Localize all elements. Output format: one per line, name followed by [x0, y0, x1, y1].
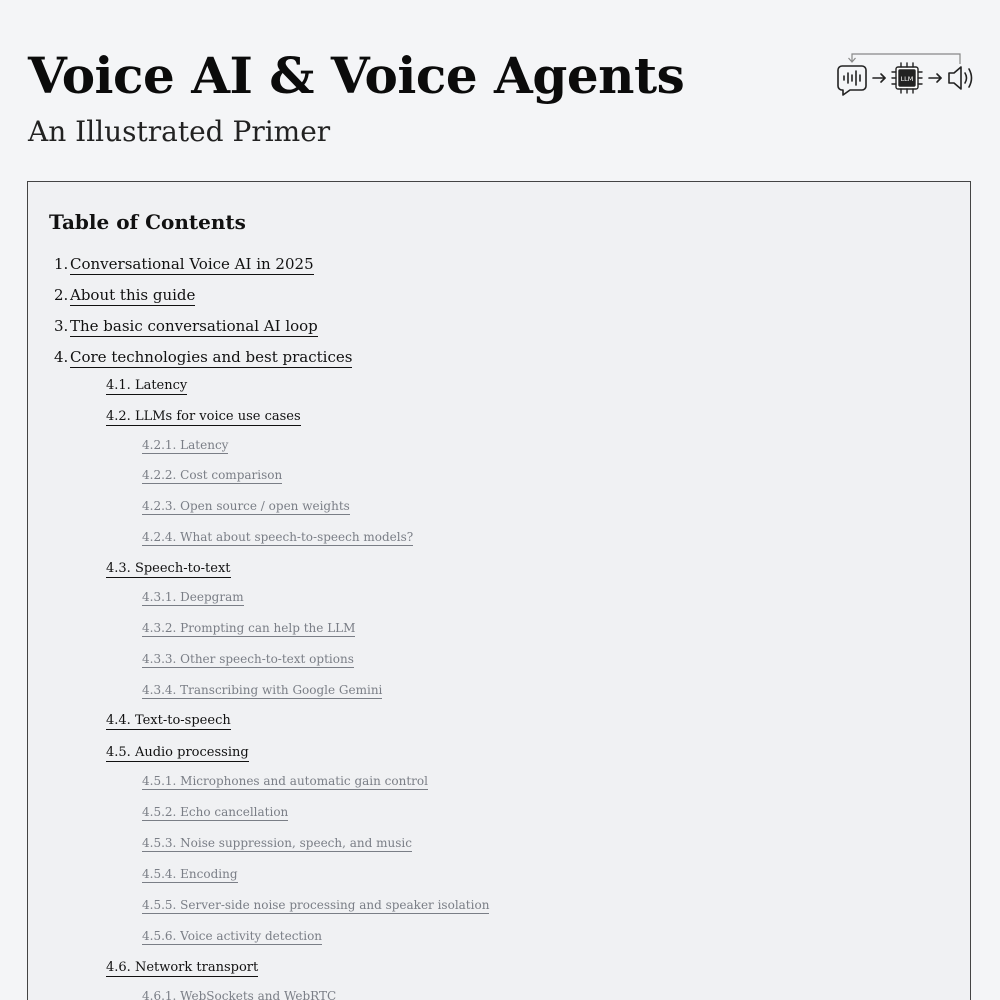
- toc-item: [106, 560, 231, 578]
- toc-link[interactable]: Core technologies and best practices: [70, 348, 353, 366]
- toc-link[interactable]: 4.2.1. Latency: [142, 438, 229, 452]
- toc-link[interactable]: 4.5.5. Server-side noise processing and speaker isolation: [142, 898, 490, 912]
- toc-item: [142, 988, 336, 1000]
- toc-link[interactable]: 4.5.1. Microphones and automatic gain control: [142, 774, 428, 788]
- toc-item: [106, 408, 301, 426]
- toc-link[interactable]: 4.5.3. Noise suppression, speech, and music: [142, 836, 412, 850]
- voice-pipeline-diagram: [832, 48, 978, 98]
- toc-link[interactable]: 4.2.3. Open source / open weights: [142, 499, 350, 513]
- toc-item: [106, 712, 231, 730]
- toc-item: [142, 773, 428, 790]
- toc-item-number: 2.: [54, 286, 69, 304]
- toc-link[interactable]: 4.2.2. Cost comparison: [142, 468, 283, 482]
- arrow-right-icon: [929, 74, 941, 82]
- toc-link[interactable]: 4.4. Text-to-speech: [106, 713, 231, 728]
- speaker-icon: [949, 67, 972, 89]
- toc-link[interactable]: 4.3.4. Transcribing with Google Gemini: [142, 683, 383, 697]
- toc-link[interactable]: About this guide: [70, 286, 196, 304]
- toc-item: [142, 804, 288, 821]
- toc-item: [106, 959, 258, 977]
- toc-link[interactable]: 4.3.3. Other speech-to-text options: [142, 652, 354, 666]
- toc-item: [54, 316, 318, 336]
- toc-item: [142, 498, 350, 515]
- toc-item: [142, 682, 382, 699]
- speech-bubble-waveform-icon: [838, 66, 866, 95]
- toc-item: [142, 529, 413, 546]
- toc-item: [142, 897, 489, 914]
- toc-link[interactable]: 4.1. Latency: [106, 378, 188, 393]
- table-of-contents: [27, 181, 971, 1000]
- arrow-right-icon: [873, 74, 885, 82]
- toc-item: [54, 347, 352, 367]
- toc-link[interactable]: 4.3.1. Deepgram: [142, 590, 244, 604]
- toc-item: [106, 377, 187, 395]
- toc-item: [54, 254, 314, 274]
- toc-item-number: 4.: [54, 348, 69, 366]
- toc-item: [142, 589, 244, 606]
- toc-link[interactable]: 4.5.6. Voice activity detection: [142, 929, 323, 943]
- toc-item: [142, 866, 238, 883]
- toc-link[interactable]: 4.3. Speech-to-text: [106, 561, 231, 576]
- toc-link[interactable]: 4.3.2. Prompting can help the LLM: [142, 621, 356, 635]
- toc-item: [142, 835, 412, 852]
- chip-label: LLM: [900, 75, 914, 83]
- toc-item-number: 1.: [54, 255, 69, 273]
- toc-link[interactable]: 4.6. Network transport: [106, 960, 259, 975]
- toc-link[interactable]: 4.5.4. Encoding: [142, 867, 238, 881]
- page-subtitle: An Illustrated Primer: [28, 115, 331, 148]
- toc-item: [54, 285, 195, 305]
- toc-heading: Table of Contents: [49, 210, 246, 234]
- toc-item: [142, 620, 355, 637]
- toc-link[interactable]: 4.2.4. What about speech-to-speech models?: [142, 530, 414, 544]
- toc-item: [142, 467, 282, 484]
- toc-link[interactable]: 4.2. LLMs for voice use cases: [106, 409, 301, 424]
- toc-item: [142, 437, 228, 454]
- toc-item: [106, 744, 249, 762]
- loop-back-arrow-icon: [849, 54, 961, 64]
- toc-link[interactable]: 4.5.2. Echo cancellation: [142, 805, 289, 819]
- toc-link[interactable]: 4.6.1. WebSockets and WebRTC: [142, 989, 336, 1000]
- toc-item: [142, 928, 322, 945]
- toc-item: [142, 651, 354, 668]
- llm-chip-icon: [892, 63, 922, 93]
- toc-item-number: 3.: [54, 317, 69, 335]
- page-title: Voice AI & Voice Agents: [28, 46, 685, 105]
- toc-link[interactable]: 4.5. Audio processing: [106, 745, 249, 760]
- toc-link[interactable]: The basic conversational AI loop: [70, 317, 318, 335]
- toc-link[interactable]: Conversational Voice AI in 2025: [70, 255, 314, 273]
